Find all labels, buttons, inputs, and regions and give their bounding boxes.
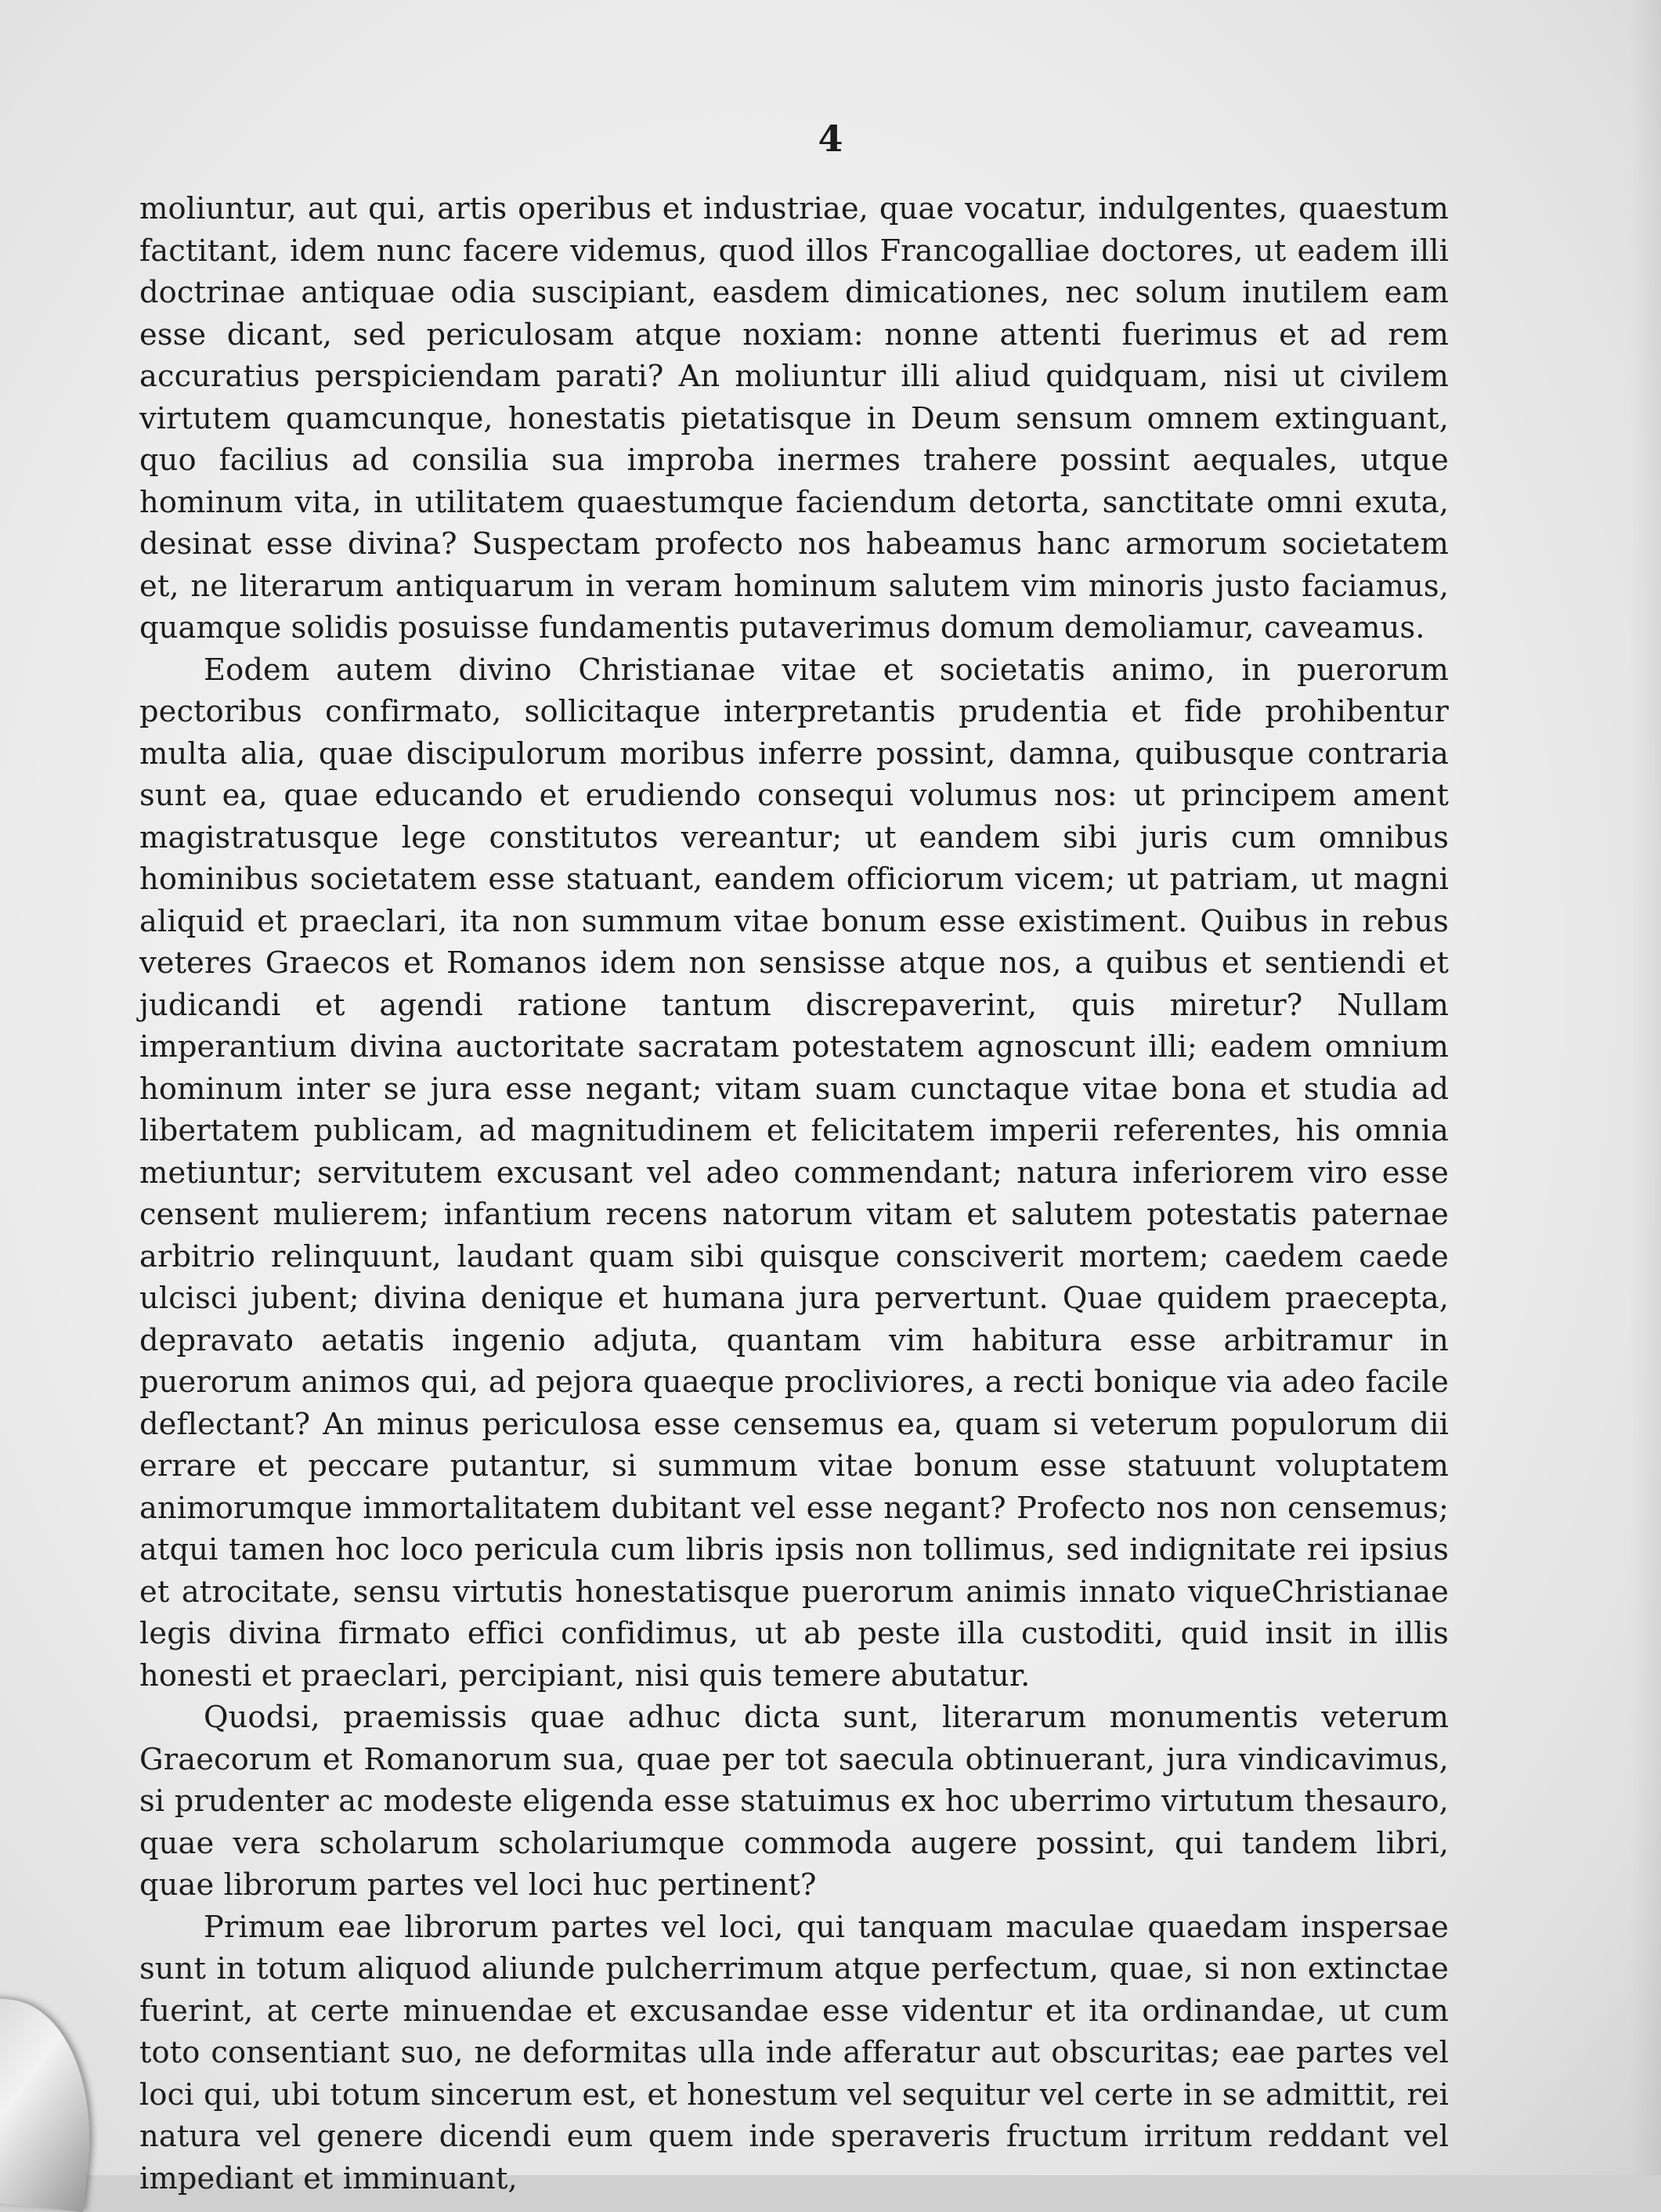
folded-page-corner: [0, 1997, 104, 2212]
paragraph-2: Eodem autem divino Christianae vitae et societatis animo, in puerorum pectoribus confirmato, sollicitaque interpretantis prudentia et fide prohibentur multa alia, quae discipulorum moribus inferre possint, damna, quibusque contraria sunt ea, quae educando et erudiendo consequi volumus nos: ut principem ament magistratusque lege constitutos vereantur; ut eandem sibi juris cum omnibus hominibus societatem esse statuant, eandem officiorum vicem; ut patriam, ut magni aliquid et praeclari, ita non summum vitae bonum esse existiment. Quibus in rebus veteres Graecos et Romanos idem non sensisse atque nos, a quibus et sentiendi et judicandi et agendi ratione tantum discrepaverint, quis miretur? Nullam imperantium divina auctoritate sacratam potestatem agnoscunt illi; eadem omnium hominum inter se jura esse negant; vitam suam cunctaque vitae bona et studia ad libertatem publicam, ad magnitudinem et felicitatem imperii referentes, his omnia metiuntur; servitutem excusant vel adeo commendant; natura inferiorem viro esse censent mulierem; infantium recens natorum vitam et salutem potestatis paternae arbitrio relinquunt, laudant quam sibi quisque consciverit mortem; caedem caede ulcisci jubent; divina denique et humana jura pervertunt. Quae quidem praecepta, depravato aetatis ingenio adjuta, quantam vim habitura esse arbitramur in puerorum animos qui, ad pejora quaeque procliviores, a recti bonique via adeo facile deflectant? An minus periculosa esse censemus ea, quam si veterum populorum dii errare et peccare putantur, si summum vitae bonum esse statuunt voluptatem animorumque immortalitatem dubitant vel esse negant? Profecto nos non censemus; atqui tamen hoc loco pericula cum libris ipsis non tollimus, sed indignitate rei ipsius et atrocitate, sensu virtutis honestatisque puerorum animis innato viqueChristianae legis divina firmato effici confidimus, ut ab peste illa custoditi, quid insit in illis honesti et praeclari, percipiant, nisi quis temere abutatur.: [139, 652, 1449, 1693]
paragraph-3: Quodsi, praemissis quae adhuc dicta sunt, literarum monumentis veterum Graecorum et Romanorum sua, quae per tot saecula obtinuerant, jura vindicavimus, si prudenter ac modeste eligenda esse statuimus ex hoc uberrimo virtutum thesauro, quae vera scholarum scholariumque commoda augere possint, qui tandem libri, quae librorum partes vel loci huc pertinent?: [139, 1700, 1449, 1903]
body-text: [139, 188, 1449, 2199]
page-number: 4: [818, 117, 843, 160]
paragraph-4: Primum eae librorum partes vel loci, qui tanquam maculae quaedam inspersae sunt in totum aliquod aliunde pulcherrimum atque perfectum, quae, si non extinctae fuerint, at certe minuendae et excusandae esse videntur et ita ordinandae, ut cum toto consentiant suo, ne deformitas ulla inde afferatur aut obscuritas; eae partes vel loci qui, ubi totum sincerum est, et honestum vel sequitur vel certe in se admittit, rei natura vel genere dicendi eum quem inde speraveris fructum irritum reddant vel impediant et imminuant,: [139, 1909, 1449, 2196]
page-edge-shadow: [1630, 0, 1661, 2175]
paragraph-1: moliuntur, aut qui, artis operibus et industriae, quae vocatur, indulgentes, quaestum factitant, idem nunc facere videmus, quod illos Francogalliae doctores, ut eadem illi doctrinae antiquae odia suscipiant, easdem dimicationes, nec solum inutilem eam esse dicant, sed periculosam atque noxiam: nonne attenti fuerimus et ad rem accuratius perspiciendam parati? An moliuntur illi aliud quidquam, nisi ut civilem virtutem quamcunque, honestatis pietatisque in Deum sensum omnem extinguant, quo facilius ad consilia sua improba inermes trahere possint aequales, utque hominum vita, in utilitatem quaestumque faciendum detorta, sanctitate omni exuta, desinat esse divina? Suspectam profecto nos habeamus hanc armorum societatem et, ne literarum antiquarum in veram hominum salutem vim minoris justo faciamus, quamque solidis posuisse fundamentis putaverimus domum demoliamur, caveamus.: [139, 191, 1449, 645]
